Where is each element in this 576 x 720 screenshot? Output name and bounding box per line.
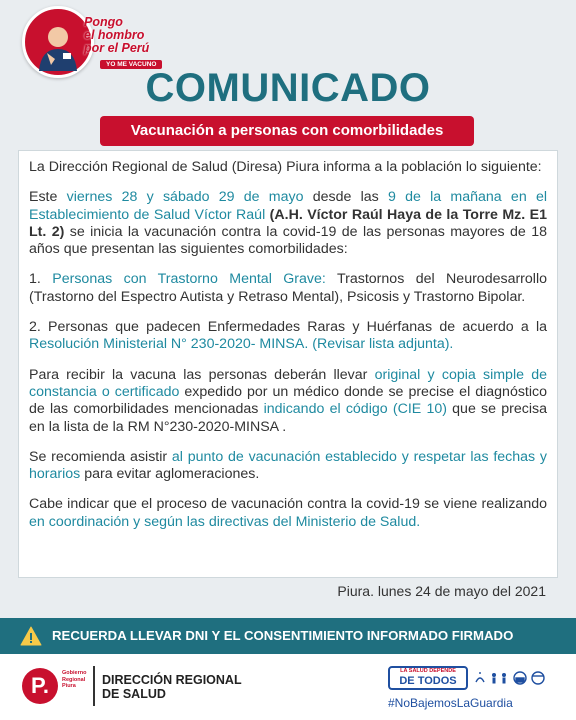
paragraph-requirements: Para recibir la vacuna las personas deberán llevar original y copia simple de constancia o certificado expedido por un médico donde se precise el diagnóstico de las comorbilidades mencionadas indicando el código (CIE 10) que se precisa en la lista de la RM N°230-2020-MINSA . xyxy=(29,366,548,435)
footer-divider xyxy=(93,666,95,706)
resolution-highlight: Resolución Ministerial N° 230-2020- MINSA. (Revisar lista adjunta). xyxy=(29,336,454,353)
handwash-icon xyxy=(476,672,484,682)
paragraph-closing: Cabe indicar que el proceso de vacunación contra la covid-19 se viene realizando en coordinación y según las directivas del Ministerio de Salud. xyxy=(29,496,547,530)
gobierno-regional-text: Gobierno Regional Piura xyxy=(62,670,87,689)
mask-icon xyxy=(514,672,526,684)
recommendation-highlight: al punto de vacunación establecido y respetar las fechas y horarios xyxy=(29,448,547,483)
document-highlight: original y copia simple de constancia o certificado xyxy=(29,366,547,400)
paragraph-schedule: Este viernes 28 y sábado 29 de mayo desde las 9 de la mañana en el Establecimiento de Salud Víctor Raúl (A.H. Víctor Raúl Haya de la Torre Mz. E1 Lt. 2) se inicia la vacunación contra la covid-19 de las personas mayores de 18 años que presentan las siguientes comorbilidades: xyxy=(29,189,547,258)
hashtag: #NoBajemosLaGuardia xyxy=(388,696,513,710)
gobierno-regional-logo: P. xyxy=(22,668,58,704)
paragraph-condition-1: 1. Personas con Trastorno Mental Grave: Trastornos del Neurodesarrollo (Trastorno del Espectro Autista y Retraso Mental), Psicosis y Trastorno Bipolar. xyxy=(29,271,547,305)
code-highlight: indicando el código (CIE 10) xyxy=(263,401,447,418)
announcement-body xyxy=(29,159,547,569)
announcement-card xyxy=(18,150,558,578)
header-band xyxy=(0,0,576,150)
page-subtitle: Vacunación a personas con comorbilidades xyxy=(100,116,474,146)
salud-campaign-badge: LA SALUD DEPENDE DE TODOS xyxy=(388,666,468,690)
ministry-highlight: en coordinación y según las directivas del Ministerio de Salud. xyxy=(29,513,421,530)
paragraph-intro: La Dirección Regional de Salud (Diresa) Piura informa a la población lo siguiente: xyxy=(29,159,542,175)
condition-1-highlight: Personas con Trastorno Mental Grave: xyxy=(52,271,326,288)
address-text: (A.H. Víctor Raúl Haya de la Torre Mz. E1 Lt. 2) xyxy=(29,206,547,240)
distance-icon xyxy=(492,673,506,684)
reminder-banner xyxy=(0,618,576,654)
campaign-tag: YO ME VACUNO xyxy=(100,60,162,69)
venue-highlight: 9 de la mañana en el Establecimiento de Salud Víctor Raúl xyxy=(29,189,547,223)
page-title: COMUNICADO xyxy=(145,66,431,110)
campaign-slogan: Pongo el hombro por el Perú xyxy=(84,15,150,55)
paragraph-recommendation: Se recomienda asistir al punto de vacunación establecido y respetar las fechas y horarios para evitar aglomeraciones. xyxy=(29,448,547,483)
dates-highlight: viernes 28 y sábado 29 de mayo xyxy=(66,189,304,206)
face-shield-icon xyxy=(532,672,544,684)
warning-icon xyxy=(20,625,42,647)
paragraph-condition-2: 2. Personas que padecen Enfermedades Raras y Huérfanas de acuerdo a la Resolución Ministerial N° 230-2020- MINSA. (Revisar lista adjunta). xyxy=(29,319,547,353)
direction-name: DIRECCIÓN REGIONAL DE SALUD xyxy=(102,673,242,701)
date-line: Piura. lunes 24 de mayo del 2021 xyxy=(337,583,546,599)
reminder-text: RECUERDA LLEVAR DNI Y EL CONSENTIMIENTO INFORMADO FIRMADO xyxy=(52,628,514,643)
footer xyxy=(0,654,576,720)
prevention-icons xyxy=(474,670,554,686)
